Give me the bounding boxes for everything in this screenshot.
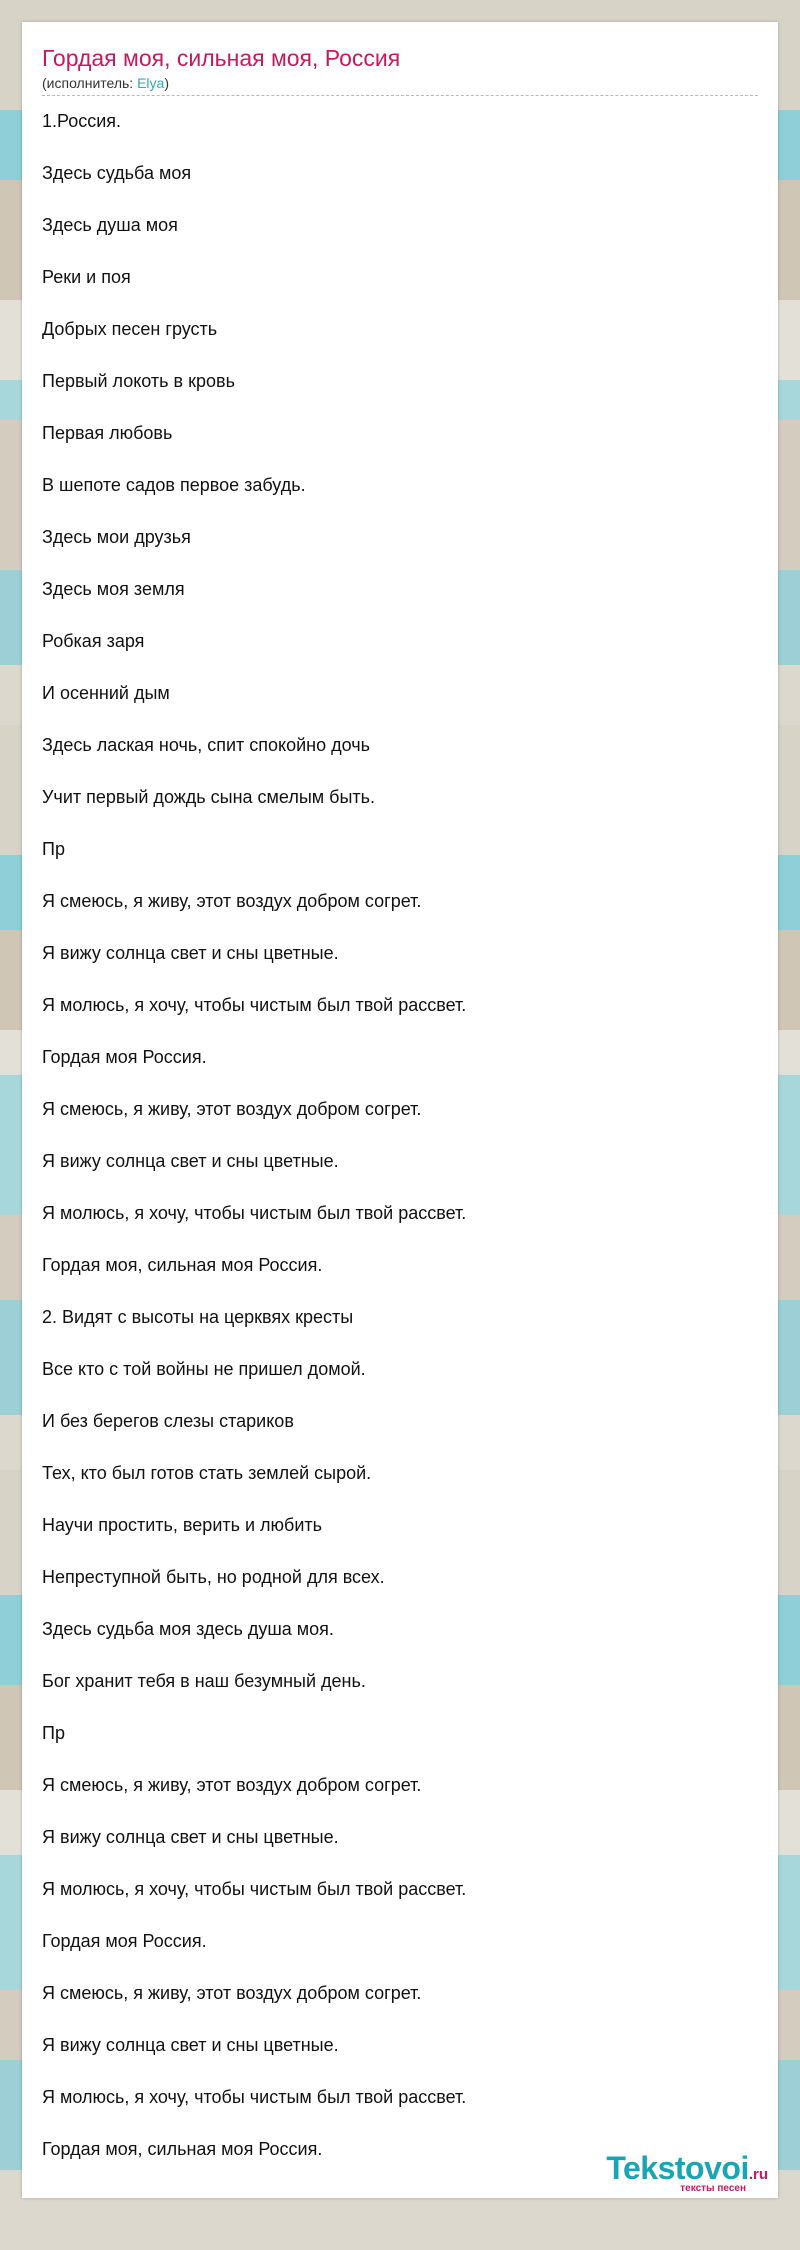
lyric-line: Я вижу солнца свет и сны цветные. [42,943,339,963]
lyric-line: Я смеюсь, я живу, этот воздух добром согрет. [42,1775,422,1795]
lyric-line: Гордая моя, сильная моя Россия. [42,1255,323,1275]
lyric-line: 1.Россия. [42,111,122,131]
lyric-line: Реки и поя [42,267,131,287]
lyric-line: Я вижу солнца свет и сны цветные. [42,1151,339,1171]
lyric-line: Гордая моя Россия. [42,1047,207,1067]
lyric-line: Научи простить, верить и любить [42,1515,323,1535]
artist-line [42,74,758,96]
lyric-line: Здесь моя земля [42,579,185,599]
lyric-line: Учит первый дождь сына смелым быть. [42,787,376,807]
lyric-line: Здесь судьба моя [42,163,192,183]
lyric-line: Добрых песен грусть [42,319,218,339]
logo-suffix: .ru [748,2166,768,2183]
lyrics-card [22,22,778,2198]
lyric-line: Гордая моя, сильная моя Россия. [42,2139,323,2159]
lyric-line: Пр [42,1723,65,1743]
lyric-line: Здесь ласкaя ночь, спит спокойно дочь [42,735,370,755]
lyric-line: Я смеюсь, я живу, этот воздух добром согрет. [42,891,422,911]
lyric-line: Я молюсь, я хочу, чтобы чистым был твой рассвет. [42,2087,467,2107]
lyric-line: 2. Видят с высоты на церквях кресты [42,1307,354,1327]
lyric-line: Я молюсь, я хочу, чтобы чистым был твой рассвет. [42,1879,467,1899]
lyric-line: Бог хранит тебя в наш безумный день. [42,1671,366,1691]
lyric-line: Я молюсь, я хочу, чтобы чистым был твой рассвет. [42,1203,467,1223]
lyric-line: Робкая заря [42,631,145,651]
lyric-line: Здесь душа моя [42,215,178,235]
lyric-line: Я вижу солнца свет и сны цветные. [42,2035,339,2055]
artist-link[interactable]: Elya [137,75,165,91]
lyric-line: Пр [42,839,65,859]
lyric-line: И без берегов слезы стариков [42,1411,294,1431]
artist-prefix: (исполнитель: [42,75,138,91]
lyric-line: Первая любовь [42,423,173,443]
logo-main-text: Tekstovoi [606,2150,749,2186]
lyric-line: Первый локоть в кровь [42,371,235,391]
lyric-line: Непреступной быть, но родной для всех. [42,1567,385,1587]
lyric-line: И осенний дым [42,683,170,703]
site-logo[interactable] [606,2151,768,2194]
lyric-line: Я смеюсь, я живу, этот воздух добром согрет. [42,1099,422,1119]
artist-suffix: ) [164,75,169,91]
lyric-line: Гордая моя Россия. [42,1931,207,1951]
lyric-line: Здесь судьба моя здесь душа моя. [42,1619,334,1639]
lyric-line: Я вижу солнца свет и сны цветные. [42,1827,339,1847]
lyric-line: Я смеюсь, я живу, этот воздух добром согрет. [42,1983,422,2003]
lyric-line: В шепоте садов первое забудь. [42,475,306,495]
logo-subtitle: тексты песен [680,2183,746,2194]
lyric-line: Все кто с той войны не пришел домой. [42,1359,366,1379]
lyric-line: Я молюсь, я хочу, чтобы чистым был твой рассвет. [42,995,467,1015]
lyrics-body [42,108,758,2188]
song-title: Гордая моя, сильная моя, Россия [42,45,401,71]
lyric-line: Тех, кто был готов стать землей сырой. [42,1463,372,1483]
lyric-line: Здесь мои друзья [42,527,191,547]
